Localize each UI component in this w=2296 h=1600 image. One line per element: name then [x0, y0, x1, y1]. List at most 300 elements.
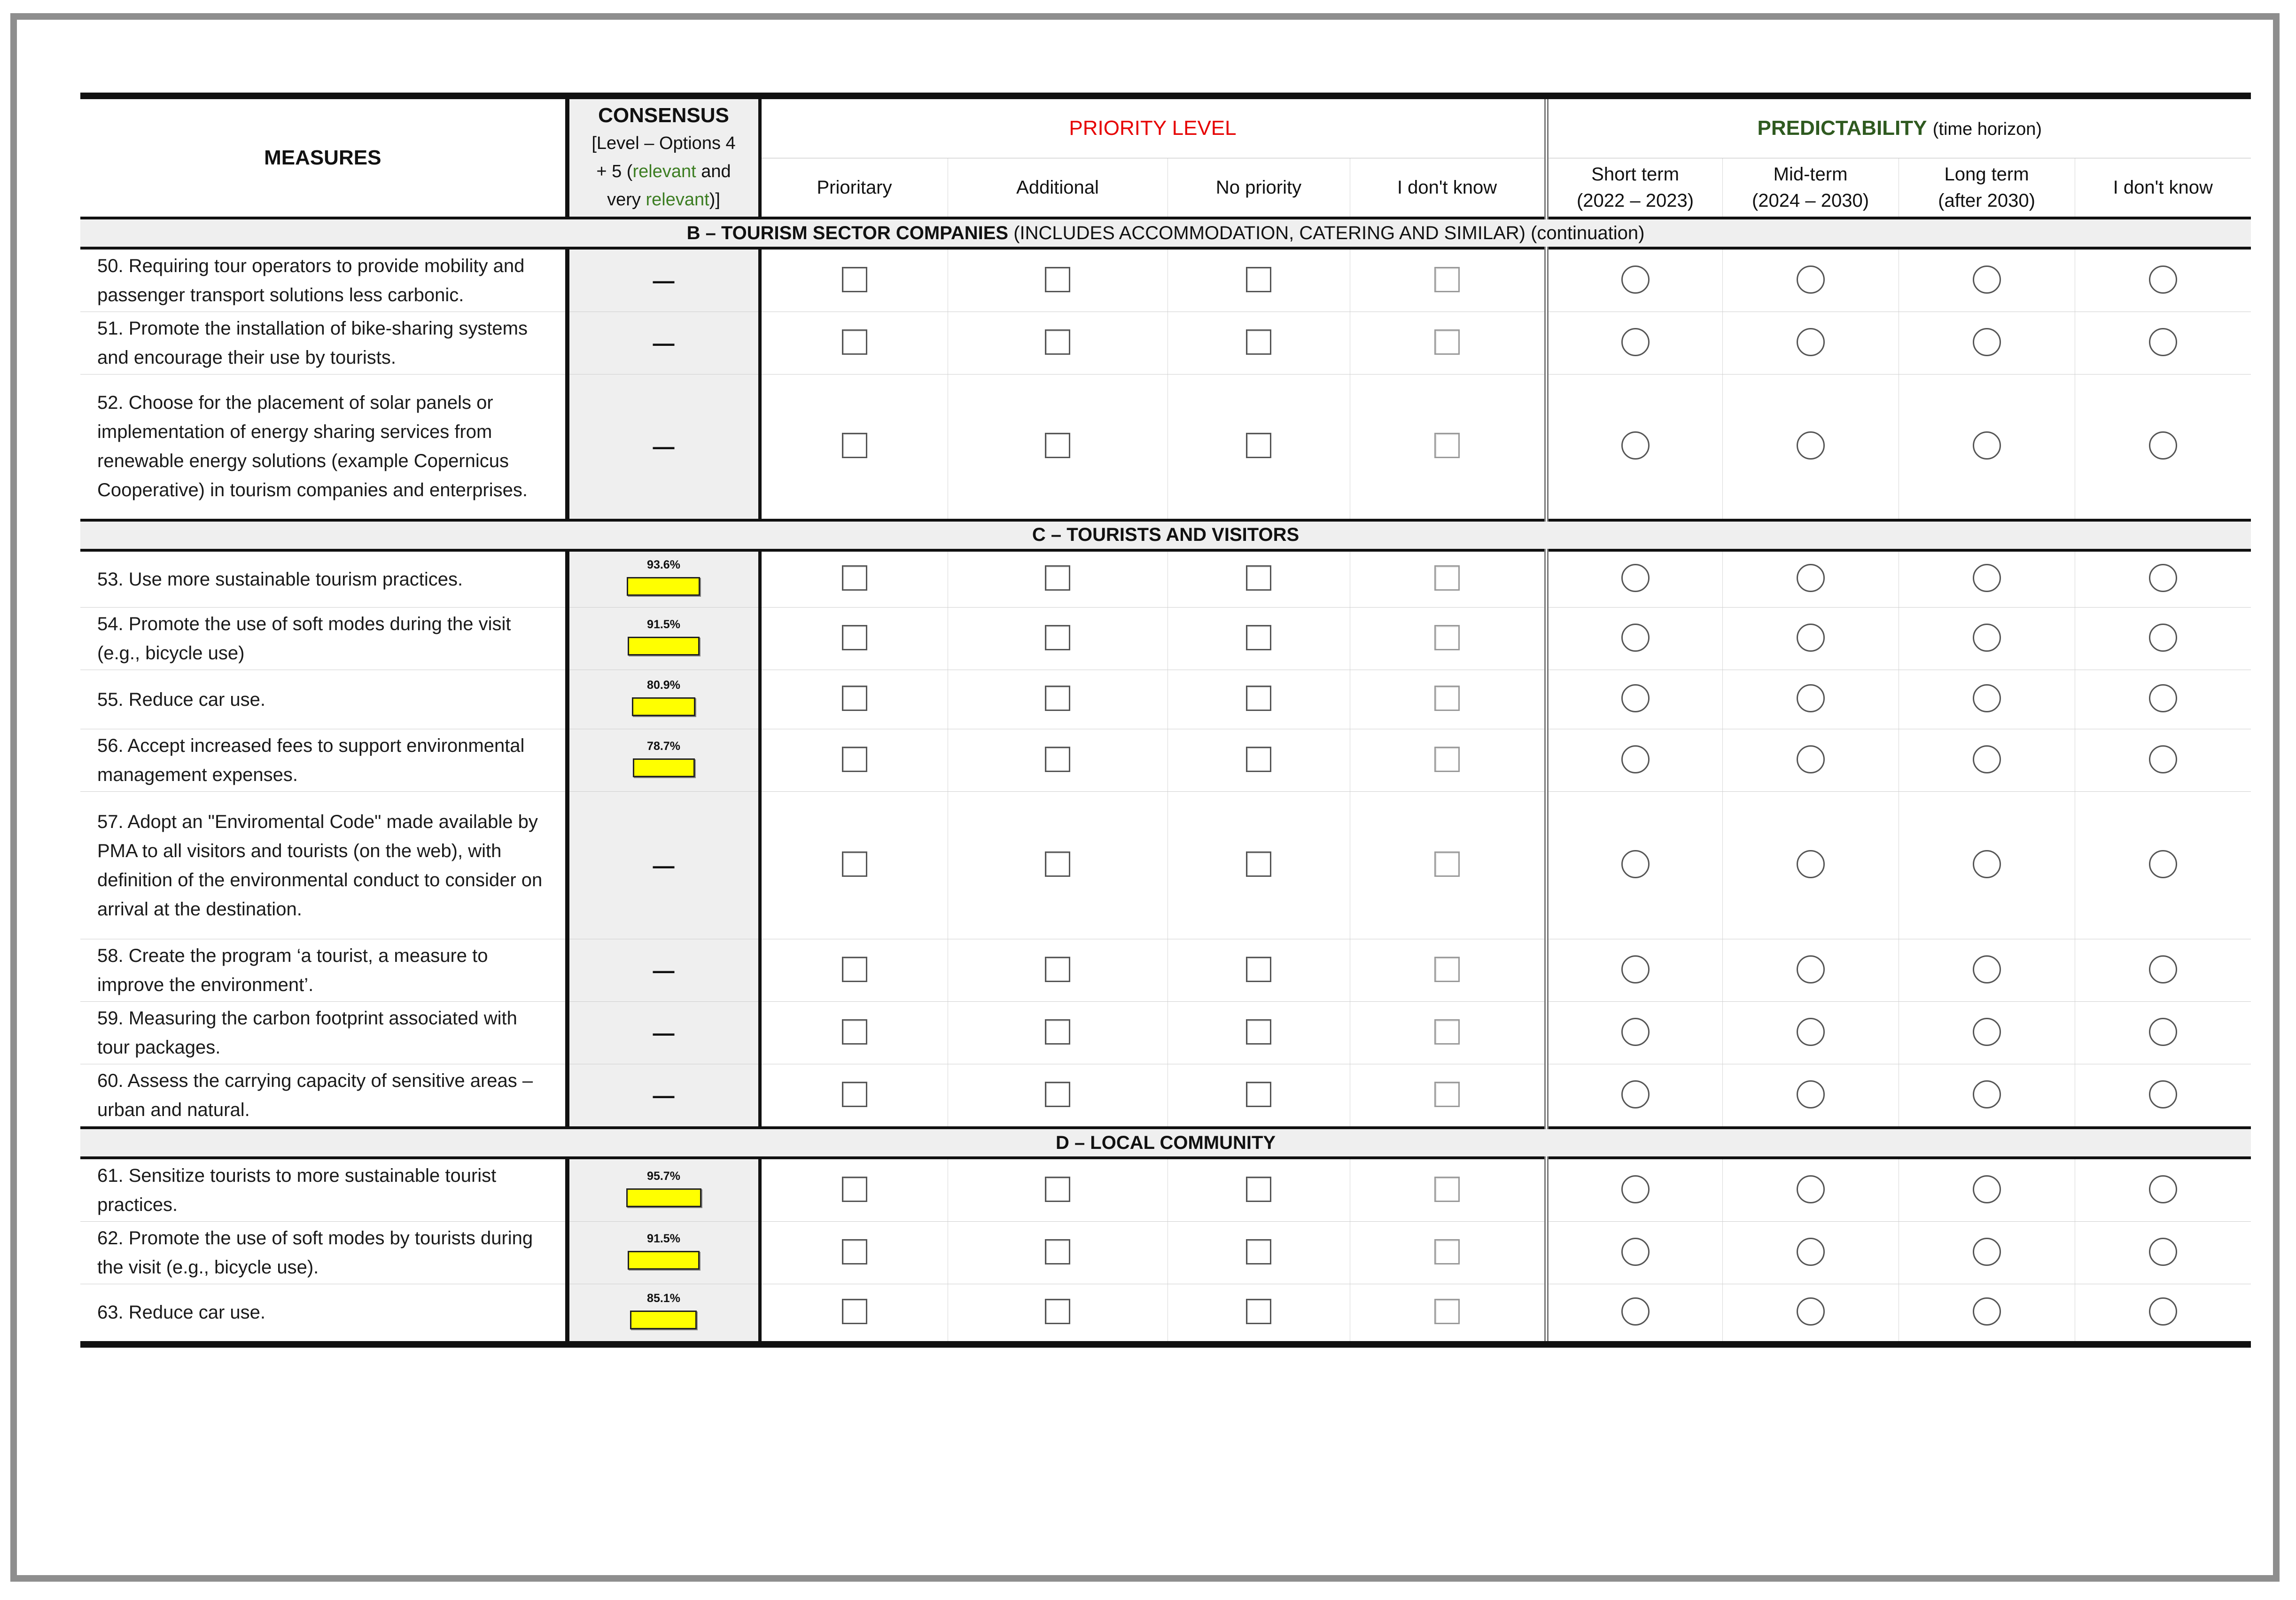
consensus-bar-fill	[633, 758, 695, 777]
checkbox-additional[interactable]	[1045, 1239, 1070, 1264]
cell-priority-dont-know	[1350, 312, 1546, 375]
radio-mid-term[interactable]	[1797, 1297, 1825, 1326]
cell-long-term	[1899, 1284, 2075, 1344]
cell-additional	[948, 1284, 1167, 1344]
cell-prioritary	[760, 608, 948, 670]
col-long-term: Long term (after 2030)	[1899, 158, 2075, 218]
col-additional: Additional	[948, 158, 1167, 218]
radio-short-term[interactable]	[1621, 328, 1650, 356]
cell-no-priority	[1167, 670, 1350, 729]
table-row	[80, 939, 2251, 1002]
radio-mid-term[interactable]	[1797, 1238, 1825, 1266]
section-header	[80, 218, 2251, 248]
cell-pred-dont-know	[2075, 1158, 2251, 1222]
consensus-bar	[623, 739, 705, 780]
checkbox-prioritary[interactable]	[842, 747, 867, 772]
checkbox-priority-dont-know[interactable]	[1434, 1299, 1460, 1324]
cell-no-priority	[1167, 1002, 1350, 1064]
cell-pred-dont-know	[2075, 608, 2251, 670]
measure-text: 52. Choose for the placement of solar panels or implementation of energy sharing services from renewable energy solutions (example Copernicus Cooperative) in tourism companies and enterprises.	[80, 375, 567, 520]
col-priority-dont-know: I don't know	[1350, 158, 1546, 218]
radio-short-term[interactable]	[1621, 564, 1650, 592]
section-title-bold: C – TOURISTS AND VISITORS	[1032, 524, 1300, 545]
checkbox-prioritary[interactable]	[842, 851, 867, 877]
col-no-priority: No priority	[1167, 158, 1350, 218]
cell-short-term	[1546, 312, 1722, 375]
consensus-percent: 78.7%	[647, 739, 680, 753]
radio-short-term[interactable]	[1621, 1080, 1650, 1108]
cell-short-term	[1546, 670, 1722, 729]
cell-short-term	[1546, 248, 1722, 312]
consensus-dash: —	[653, 331, 675, 355]
cell-pred-dont-know	[2075, 670, 2251, 729]
table-row	[80, 1158, 2251, 1222]
cell-short-term	[1546, 1284, 1722, 1344]
checkbox-no-priority[interactable]	[1246, 1019, 1271, 1045]
consensus-bar	[623, 557, 705, 599]
cell-long-term	[1899, 375, 2075, 520]
checkbox-no-priority[interactable]	[1246, 686, 1271, 711]
checkbox-additional[interactable]	[1045, 267, 1070, 292]
cell-no-priority	[1167, 608, 1350, 670]
table-row	[80, 312, 2251, 375]
checkbox-additional[interactable]	[1045, 329, 1070, 355]
cell-long-term	[1899, 792, 2075, 939]
consensus-bar	[623, 678, 705, 719]
radio-long-term[interactable]	[1973, 684, 2001, 712]
consensus-cell	[567, 550, 760, 608]
checkbox-no-priority[interactable]	[1246, 625, 1271, 650]
consensus-bar	[623, 1231, 705, 1272]
radio-mid-term[interactable]	[1797, 850, 1825, 878]
checkbox-no-priority[interactable]	[1246, 433, 1271, 458]
cell-pred-dont-know	[2075, 312, 2251, 375]
cell-additional	[948, 550, 1167, 608]
cell-additional	[948, 1158, 1167, 1222]
cell-additional	[948, 248, 1167, 312]
checkbox-priority-dont-know[interactable]	[1434, 957, 1460, 982]
cell-prioritary	[760, 939, 948, 1002]
cell-long-term	[1899, 670, 2075, 729]
cell-priority-dont-know	[1350, 550, 1546, 608]
radio-pred-dont-know[interactable]	[2149, 624, 2177, 652]
cell-long-term	[1899, 608, 2075, 670]
measure-text: 60. Assess the carrying capacity of sensitive areas – urban and natural.	[80, 1064, 567, 1128]
consensus-bar-fill	[626, 1188, 701, 1207]
cell-prioritary	[760, 729, 948, 792]
table-row	[80, 1002, 2251, 1064]
cell-additional	[948, 375, 1167, 520]
section-header	[80, 520, 2251, 550]
cell-long-term	[1899, 1064, 2075, 1128]
cell-prioritary	[760, 1284, 948, 1344]
table-row	[80, 608, 2251, 670]
cell-short-term	[1546, 375, 1722, 520]
checkbox-prioritary[interactable]	[842, 625, 867, 650]
checkbox-additional[interactable]	[1045, 747, 1070, 772]
radio-short-term[interactable]	[1621, 745, 1650, 773]
cell-pred-dont-know	[2075, 792, 2251, 939]
checkbox-no-priority[interactable]	[1246, 1177, 1271, 1202]
cell-priority-dont-know	[1350, 1222, 1546, 1284]
radio-short-term[interactable]	[1621, 684, 1650, 712]
cell-no-priority	[1167, 375, 1350, 520]
checkbox-additional[interactable]	[1045, 686, 1070, 711]
consensus-cell	[567, 729, 760, 792]
radio-pred-dont-know[interactable]	[2149, 1175, 2177, 1203]
cell-long-term	[1899, 1158, 2075, 1222]
consensus-dash: —	[653, 853, 675, 878]
radio-short-term[interactable]	[1621, 850, 1650, 878]
section-title-bold: B – TOURISM SECTOR COMPANIES	[686, 222, 1009, 243]
checkbox-priority-dont-know[interactable]	[1434, 565, 1460, 591]
consensus-dash: —	[653, 434, 675, 459]
cell-additional	[948, 792, 1167, 939]
radio-long-term[interactable]	[1973, 564, 2001, 592]
radio-mid-term[interactable]	[1797, 955, 1825, 983]
radio-pred-dont-know[interactable]	[2149, 328, 2177, 356]
cell-short-term	[1546, 1158, 1722, 1222]
radio-short-term[interactable]	[1621, 431, 1650, 460]
radio-long-term[interactable]	[1973, 265, 2001, 294]
cell-additional	[948, 1222, 1167, 1284]
checkbox-priority-dont-know[interactable]	[1434, 433, 1460, 458]
radio-long-term[interactable]	[1973, 1175, 2001, 1203]
radio-long-term[interactable]	[1973, 850, 2001, 878]
consensus-bar	[623, 617, 705, 658]
cell-long-term	[1899, 550, 2075, 608]
cell-no-priority	[1167, 1064, 1350, 1128]
section-header	[80, 1128, 2251, 1158]
consensus-bar-fill	[628, 1251, 700, 1270]
radio-short-term[interactable]	[1621, 1018, 1650, 1046]
cell-priority-dont-know	[1350, 1284, 1546, 1344]
header-priority-level: PRIORITY LEVEL	[760, 96, 1546, 158]
cell-prioritary	[760, 670, 948, 729]
checkbox-priority-dont-know[interactable]	[1434, 1239, 1460, 1264]
cell-pred-dont-know	[2075, 939, 2251, 1002]
cell-mid-term	[1722, 1064, 1899, 1128]
checkbox-additional[interactable]	[1045, 565, 1070, 591]
measure-text: 53. Use more sustainable tourism practices.	[80, 550, 567, 608]
cell-priority-dont-know	[1350, 670, 1546, 729]
consensus-dash: —	[653, 1083, 675, 1108]
header-predictability: PREDICTABILITY (time horizon)	[1546, 96, 2251, 158]
table-row	[80, 792, 2251, 939]
cell-long-term	[1899, 1222, 2075, 1284]
cell-prioritary	[760, 1222, 948, 1284]
radio-pred-dont-know[interactable]	[2149, 431, 2177, 460]
radio-mid-term[interactable]	[1797, 265, 1825, 294]
cell-mid-term	[1722, 375, 1899, 520]
header-consensus: CONSENSUS [Level – Options 4 + 5 (relevant and very relevant)]	[567, 96, 760, 218]
checkbox-no-priority[interactable]	[1246, 267, 1271, 292]
cell-no-priority	[1167, 1222, 1350, 1284]
radio-short-term[interactable]	[1621, 624, 1650, 652]
consensus-cell	[567, 1064, 760, 1128]
cell-short-term	[1546, 792, 1722, 939]
measure-text: 61. Sensitize tourists to more sustainable tourist practices.	[80, 1158, 567, 1222]
consensus-bar-fill	[630, 1311, 697, 1329]
cell-short-term	[1546, 608, 1722, 670]
radio-pred-dont-know[interactable]	[2149, 745, 2177, 773]
consensus-dash: —	[653, 268, 675, 293]
checkbox-prioritary[interactable]	[842, 329, 867, 355]
col-short-term: Short term (2022 – 2023)	[1546, 158, 1722, 218]
consensus-cell	[567, 608, 760, 670]
table-row	[80, 1284, 2251, 1344]
cell-long-term	[1899, 1002, 2075, 1064]
radio-mid-term[interactable]	[1797, 684, 1825, 712]
cell-prioritary	[760, 1158, 948, 1222]
checkbox-prioritary[interactable]	[842, 1299, 867, 1324]
checkbox-priority-dont-know[interactable]	[1434, 851, 1460, 877]
radio-mid-term[interactable]	[1797, 1175, 1825, 1203]
checkbox-additional[interactable]	[1045, 1082, 1070, 1107]
radio-long-term[interactable]	[1973, 745, 2001, 773]
checkbox-priority-dont-know[interactable]	[1434, 1082, 1460, 1107]
consensus-cell	[567, 1284, 760, 1344]
measure-text: 55. Reduce car use.	[80, 670, 567, 729]
checkbox-no-priority[interactable]	[1246, 851, 1271, 877]
radio-long-term[interactable]	[1973, 955, 2001, 983]
checkbox-prioritary[interactable]	[842, 267, 867, 292]
checkbox-prioritary[interactable]	[842, 1177, 867, 1202]
table-row	[80, 1222, 2251, 1284]
radio-long-term[interactable]	[1973, 431, 2001, 460]
radio-pred-dont-know[interactable]	[2149, 684, 2177, 712]
cell-no-priority	[1167, 1284, 1350, 1344]
cell-mid-term	[1722, 312, 1899, 375]
radio-long-term[interactable]	[1973, 1080, 2001, 1108]
checkbox-additional[interactable]	[1045, 851, 1070, 877]
cell-no-priority	[1167, 1158, 1350, 1222]
radio-short-term[interactable]	[1621, 1297, 1650, 1326]
cell-pred-dont-know	[2075, 1284, 2251, 1344]
section-title	[80, 1128, 2251, 1158]
cell-short-term	[1546, 1222, 1722, 1284]
section-title-rest: (INCLUDES ACCOMMODATION, CATERING AND SIMILAR) (continuation)	[1008, 222, 1645, 243]
cell-additional	[948, 1064, 1167, 1128]
radio-long-term[interactable]	[1973, 1238, 2001, 1266]
cell-no-priority	[1167, 248, 1350, 312]
checkbox-no-priority[interactable]	[1246, 565, 1271, 591]
checkbox-no-priority[interactable]	[1246, 1299, 1271, 1324]
radio-short-term[interactable]	[1621, 1238, 1650, 1266]
cell-short-term	[1546, 939, 1722, 1002]
cell-additional	[948, 608, 1167, 670]
consensus-dash: —	[653, 958, 675, 983]
cell-mid-term	[1722, 792, 1899, 939]
consensus-cell	[567, 1158, 760, 1222]
measure-text: 59. Measuring the carbon footprint associated with tour packages.	[80, 1002, 567, 1064]
header-measures: MEASURES	[80, 96, 567, 218]
radio-pred-dont-know[interactable]	[2149, 1297, 2177, 1326]
cell-pred-dont-know	[2075, 248, 2251, 312]
radio-short-term[interactable]	[1621, 955, 1650, 983]
checkbox-priority-dont-know[interactable]	[1434, 747, 1460, 772]
radio-pred-dont-know[interactable]	[2149, 265, 2177, 294]
cell-no-priority	[1167, 729, 1350, 792]
table-body	[80, 218, 2251, 1344]
consensus-bar-fill	[632, 697, 695, 716]
consensus-percent: 80.9%	[647, 679, 680, 692]
cell-mid-term	[1722, 1222, 1899, 1284]
measures-table	[80, 93, 2251, 1348]
checkbox-additional[interactable]	[1045, 957, 1070, 982]
radio-pred-dont-know[interactable]	[2149, 955, 2177, 983]
checkbox-priority-dont-know[interactable]	[1434, 329, 1460, 355]
radio-mid-term[interactable]	[1797, 564, 1825, 592]
cell-no-priority	[1167, 939, 1350, 1002]
radio-pred-dont-know[interactable]	[2149, 850, 2177, 878]
consensus-percent: 91.5%	[647, 617, 680, 631]
table-row	[80, 375, 2251, 520]
cell-additional	[948, 1002, 1167, 1064]
radio-long-term[interactable]	[1973, 1297, 2001, 1326]
cell-long-term	[1899, 248, 2075, 312]
consensus-cell	[567, 939, 760, 1002]
cell-mid-term	[1722, 608, 1899, 670]
cell-mid-term	[1722, 248, 1899, 312]
radio-mid-term[interactable]	[1797, 1080, 1825, 1108]
checkbox-priority-dont-know[interactable]	[1434, 686, 1460, 711]
measure-text: 50. Requiring tour operators to provide mobility and passenger transport solutions less carbonic.	[80, 248, 567, 312]
cell-priority-dont-know	[1350, 729, 1546, 792]
checkbox-prioritary[interactable]	[842, 433, 867, 458]
radio-pred-dont-know[interactable]	[2149, 564, 2177, 592]
cell-priority-dont-know	[1350, 248, 1546, 312]
section-title	[80, 218, 2251, 248]
cell-pred-dont-know	[2075, 375, 2251, 520]
measure-text: 51. Promote the installation of bike-sharing systems and encourage their use by tourists.	[80, 312, 567, 375]
table-row	[80, 1064, 2251, 1128]
checkbox-no-priority[interactable]	[1246, 1082, 1271, 1107]
cell-pred-dont-know	[2075, 729, 2251, 792]
consensus-percent: 95.7%	[647, 1169, 680, 1183]
cell-additional	[948, 670, 1167, 729]
measure-text: 56. Accept increased fees to support environmental management expenses.	[80, 729, 567, 792]
col-prioritary: Prioritary	[760, 158, 948, 218]
checkbox-no-priority[interactable]	[1246, 957, 1271, 982]
cell-prioritary	[760, 375, 948, 520]
checkbox-priority-dont-know[interactable]	[1434, 1177, 1460, 1202]
radio-long-term[interactable]	[1973, 1018, 2001, 1046]
cell-priority-dont-know	[1350, 608, 1546, 670]
radio-mid-term[interactable]	[1797, 1018, 1825, 1046]
cell-priority-dont-know	[1350, 375, 1546, 520]
cell-prioritary	[760, 792, 948, 939]
section-title	[80, 520, 2251, 550]
checkbox-prioritary[interactable]	[842, 1239, 867, 1264]
cell-mid-term	[1722, 1158, 1899, 1222]
measure-text: 58. Create the program ‘a tourist, a measure to improve the environment’.	[80, 939, 567, 1002]
radio-mid-term[interactable]	[1797, 431, 1825, 460]
radio-pred-dont-know[interactable]	[2149, 1238, 2177, 1266]
radio-pred-dont-know[interactable]	[2149, 1080, 2177, 1108]
measure-text: 63. Reduce car use.	[80, 1284, 567, 1344]
checkbox-additional[interactable]	[1045, 1177, 1070, 1202]
cell-priority-dont-know	[1350, 1064, 1546, 1128]
measure-text: 54. Promote the use of soft modes during the visit (e.g., bicycle use)	[80, 608, 567, 670]
cell-priority-dont-know	[1350, 1158, 1546, 1222]
questionnaire-sheet	[80, 93, 2251, 1348]
checkbox-no-priority[interactable]	[1246, 1239, 1271, 1264]
radio-mid-term[interactable]	[1797, 328, 1825, 356]
cell-additional	[948, 729, 1167, 792]
consensus-cell	[567, 312, 760, 375]
checkbox-priority-dont-know[interactable]	[1434, 267, 1460, 292]
cell-short-term	[1546, 550, 1722, 608]
cell-long-term	[1899, 312, 2075, 375]
cell-short-term	[1546, 1064, 1722, 1128]
cell-pred-dont-know	[2075, 550, 2251, 608]
checkbox-additional[interactable]	[1045, 1019, 1070, 1045]
radio-short-term[interactable]	[1621, 1175, 1650, 1203]
radio-long-term[interactable]	[1973, 624, 2001, 652]
cell-additional	[948, 939, 1167, 1002]
checkbox-no-priority[interactable]	[1246, 747, 1271, 772]
cell-no-priority	[1167, 312, 1350, 375]
cell-long-term	[1899, 729, 2075, 792]
checkbox-prioritary[interactable]	[842, 1019, 867, 1045]
checkbox-prioritary[interactable]	[842, 957, 867, 982]
cell-additional	[948, 312, 1167, 375]
consensus-bar	[623, 1291, 705, 1332]
checkbox-additional[interactable]	[1045, 625, 1070, 650]
measure-text: 62. Promote the use of soft modes by tourists during the visit (e.g., bicycle use).	[80, 1222, 567, 1284]
page-frame	[10, 13, 2280, 1582]
consensus-bar-fill	[628, 637, 700, 656]
cell-mid-term	[1722, 550, 1899, 608]
cell-prioritary	[760, 550, 948, 608]
table-row	[80, 248, 2251, 312]
cell-mid-term	[1722, 670, 1899, 729]
checkbox-no-priority[interactable]	[1246, 329, 1271, 355]
checkbox-prioritary[interactable]	[842, 1082, 867, 1107]
consensus-cell	[567, 792, 760, 939]
cell-long-term	[1899, 939, 2075, 1002]
checkbox-priority-dont-know[interactable]	[1434, 1019, 1460, 1045]
cell-pred-dont-know	[2075, 1222, 2251, 1284]
consensus-percent: 91.5%	[647, 1232, 680, 1245]
cell-prioritary	[760, 312, 948, 375]
col-mid-term: Mid-term (2024 – 2030)	[1722, 158, 1899, 218]
radio-mid-term[interactable]	[1797, 624, 1825, 652]
radio-mid-term[interactable]	[1797, 745, 1825, 773]
section-title-bold: D – LOCAL COMMUNITY	[1055, 1132, 1276, 1153]
checkbox-priority-dont-know[interactable]	[1434, 625, 1460, 650]
radio-pred-dont-know[interactable]	[2149, 1018, 2177, 1046]
checkbox-prioritary[interactable]	[842, 565, 867, 591]
checkbox-prioritary[interactable]	[842, 686, 867, 711]
table-row	[80, 670, 2251, 729]
consensus-cell	[567, 1002, 760, 1064]
cell-mid-term	[1722, 729, 1899, 792]
cell-mid-term	[1722, 1284, 1899, 1344]
cell-priority-dont-know	[1350, 1002, 1546, 1064]
cell-priority-dont-know	[1350, 939, 1546, 1002]
cell-pred-dont-know	[2075, 1002, 2251, 1064]
checkbox-additional[interactable]	[1045, 433, 1070, 458]
radio-long-term[interactable]	[1973, 328, 2001, 356]
col-pred-dont-know: I don't know	[2075, 158, 2251, 218]
cell-prioritary	[760, 1064, 948, 1128]
cell-no-priority	[1167, 792, 1350, 939]
consensus-percent: 85.1%	[647, 1291, 680, 1305]
checkbox-additional[interactable]	[1045, 1299, 1070, 1324]
radio-short-term[interactable]	[1621, 265, 1650, 294]
